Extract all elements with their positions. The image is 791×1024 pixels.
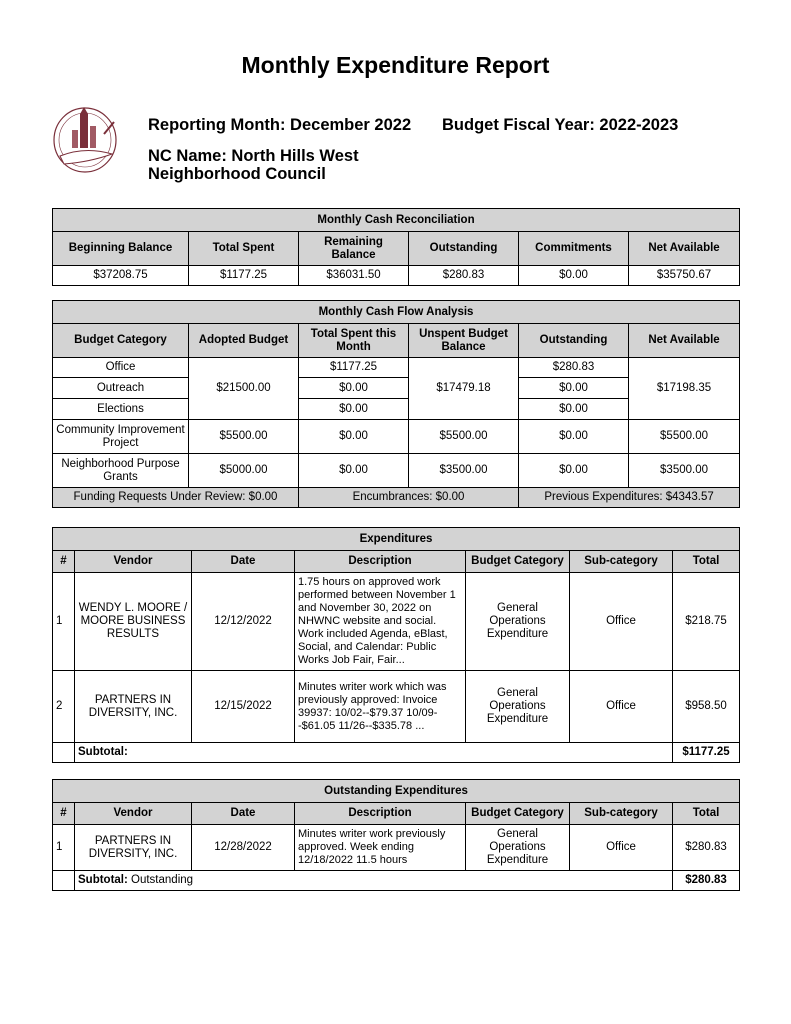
cip-net: $5500.00 [629,420,740,454]
column-header: Outstanding [409,232,519,266]
net-available-value: $35750.67 [629,266,740,286]
column-header: Total Spent this Month [299,324,409,358]
date: 12/28/2022 [192,825,295,871]
total-spent-value: $1177.25 [189,266,299,286]
npg-outstanding: $0.00 [519,454,629,488]
cash-flow-analysis-table [52,300,740,508]
description: 1.75 hours on approved work performed between November 1 and November 30, 2022 on NHWNC website and social. Work included Agenda, eBlast, Social, and Calendar: Public Works Job Fair, Fair... [295,573,466,671]
total: $958.50 [673,671,740,743]
vendor: WENDY L. MOORE / MOORE BUSINESS RESULTS [75,573,192,671]
column-header: Description [295,803,466,825]
outreach-spent: $0.00 [299,378,409,399]
column-header: Unspent Budget Balance [409,324,519,358]
cip-adopted: $5500.00 [189,420,299,454]
category-community-improvement: Community Improvement Project [53,420,189,454]
table-row [53,671,740,743]
cip-spent: $0.00 [299,420,409,454]
category-outreach: Outreach [53,378,189,399]
column-header: Beginning Balance [53,232,189,266]
column-header: Budget Category [466,803,570,825]
vendor: PARTNERS IN DIVERSITY, INC. [75,671,192,743]
category-neighborhood-purpose-grants: Neighborhood Purpose Grants [53,454,189,488]
subtotal-label-bold: Subtotal: [78,874,128,886]
description: Minutes writer work previously approved. Week ending 12/18/2022 11.5 hours [295,825,466,871]
general-net-available: $17198.35 [629,358,740,420]
sub-category: Office [570,573,673,671]
column-header: Sub-category [570,803,673,825]
column-header: Total Spent [189,232,299,266]
column-header: Net Available [629,324,740,358]
column-header: Remaining Balance [299,232,409,266]
office-outstanding: $280.83 [519,358,629,378]
encumbrances: Encumbrances: $0.00 [299,488,519,508]
budget-fiscal-year: Budget Fiscal Year: 2022-2023 [442,116,679,134]
table-caption: Outstanding Expenditures [53,780,740,803]
npg-unspent: $3500.00 [409,454,519,488]
general-adopted-budget: $21500.00 [189,358,299,420]
cash-reconciliation-table [52,208,740,286]
table-caption: Monthly Cash Reconciliation [53,209,740,232]
date: 12/12/2022 [192,573,295,671]
total: $218.75 [673,573,740,671]
column-header: Total [673,803,740,825]
vendor: PARTNERS IN DIVERSITY, INC. [75,825,192,871]
beginning-balance-value: $37208.75 [53,266,189,286]
sub-category: Office [570,825,673,871]
commitments-value: $0.00 [519,266,629,286]
table-row [53,825,740,871]
column-header: Date [192,551,295,573]
subtotal-suffix: Outstanding [127,874,194,886]
elections-outstanding: $0.00 [519,399,629,420]
column-header: Date [192,803,295,825]
column-header: Description [295,551,466,573]
table-caption: Monthly Cash Flow Analysis [53,301,740,324]
general-unspent-balance: $17479.18 [409,358,519,420]
nc-name-line1: NC Name: North Hills West [148,147,359,165]
column-header: Commitments [519,232,629,266]
description: Minutes writer work which was previously approved: Invoice 39937: 10/02--$79.37 10/09--$61.05 11/26--$335.78 ... [295,671,466,743]
subtotal-value: $1177.25 [673,743,740,763]
cip-outstanding: $0.00 [519,420,629,454]
category-office: Office [53,358,189,378]
office-spent: $1177.25 [299,358,409,378]
outstanding-expenditures-table [52,779,740,891]
column-header: # [53,551,75,573]
column-header: Outstanding [519,324,629,358]
column-header: Adopted Budget [189,324,299,358]
remaining-balance-value: $36031.50 [299,266,409,286]
expenditures-table [52,527,740,763]
city-clerk-seal-logo [50,104,120,176]
outstanding-value: $280.83 [409,266,519,286]
column-header: Sub-category [570,551,673,573]
row-number: 2 [53,671,75,743]
column-header: Vendor [75,551,192,573]
budget-category: General Operations Expenditure [466,573,570,671]
sub-category: Office [570,671,673,743]
column-header: Vendor [75,803,192,825]
subtotal-label: Subtotal: [75,743,673,763]
previous-expenditures: Previous Expenditures: $4343.57 [519,488,740,508]
elections-spent: $0.00 [299,399,409,420]
funding-requests-under-review: Funding Requests Under Review: $0.00 [53,488,299,508]
subtotal-label [75,871,673,891]
column-header: Budget Category [53,324,189,358]
cip-unspent: $5500.00 [409,420,519,454]
column-header: Budget Category [466,551,570,573]
outreach-outstanding: $0.00 [519,378,629,399]
reporting-month: Reporting Month: December 2022 [148,116,412,134]
column-header: # [53,803,75,825]
nc-name-line2: Neighborhood Council [148,165,326,183]
table-row [53,573,740,671]
category-elections: Elections [53,399,189,420]
npg-adopted: $5000.00 [189,454,299,488]
row-number: 1 [53,573,75,671]
column-header: Total [673,551,740,573]
subtotal-value: $280.83 [673,871,740,891]
column-header: Net Available [629,232,740,266]
report-title: Monthly Expenditure Report [241,52,550,78]
table-caption: Expenditures [53,528,740,551]
npg-spent: $0.00 [299,454,409,488]
date: 12/15/2022 [192,671,295,743]
npg-net: $3500.00 [629,454,740,488]
row-number: 1 [53,825,75,871]
budget-category: General Operations Expenditure [466,825,570,871]
budget-category: General Operations Expenditure [466,671,570,743]
total: $280.83 [673,825,740,871]
